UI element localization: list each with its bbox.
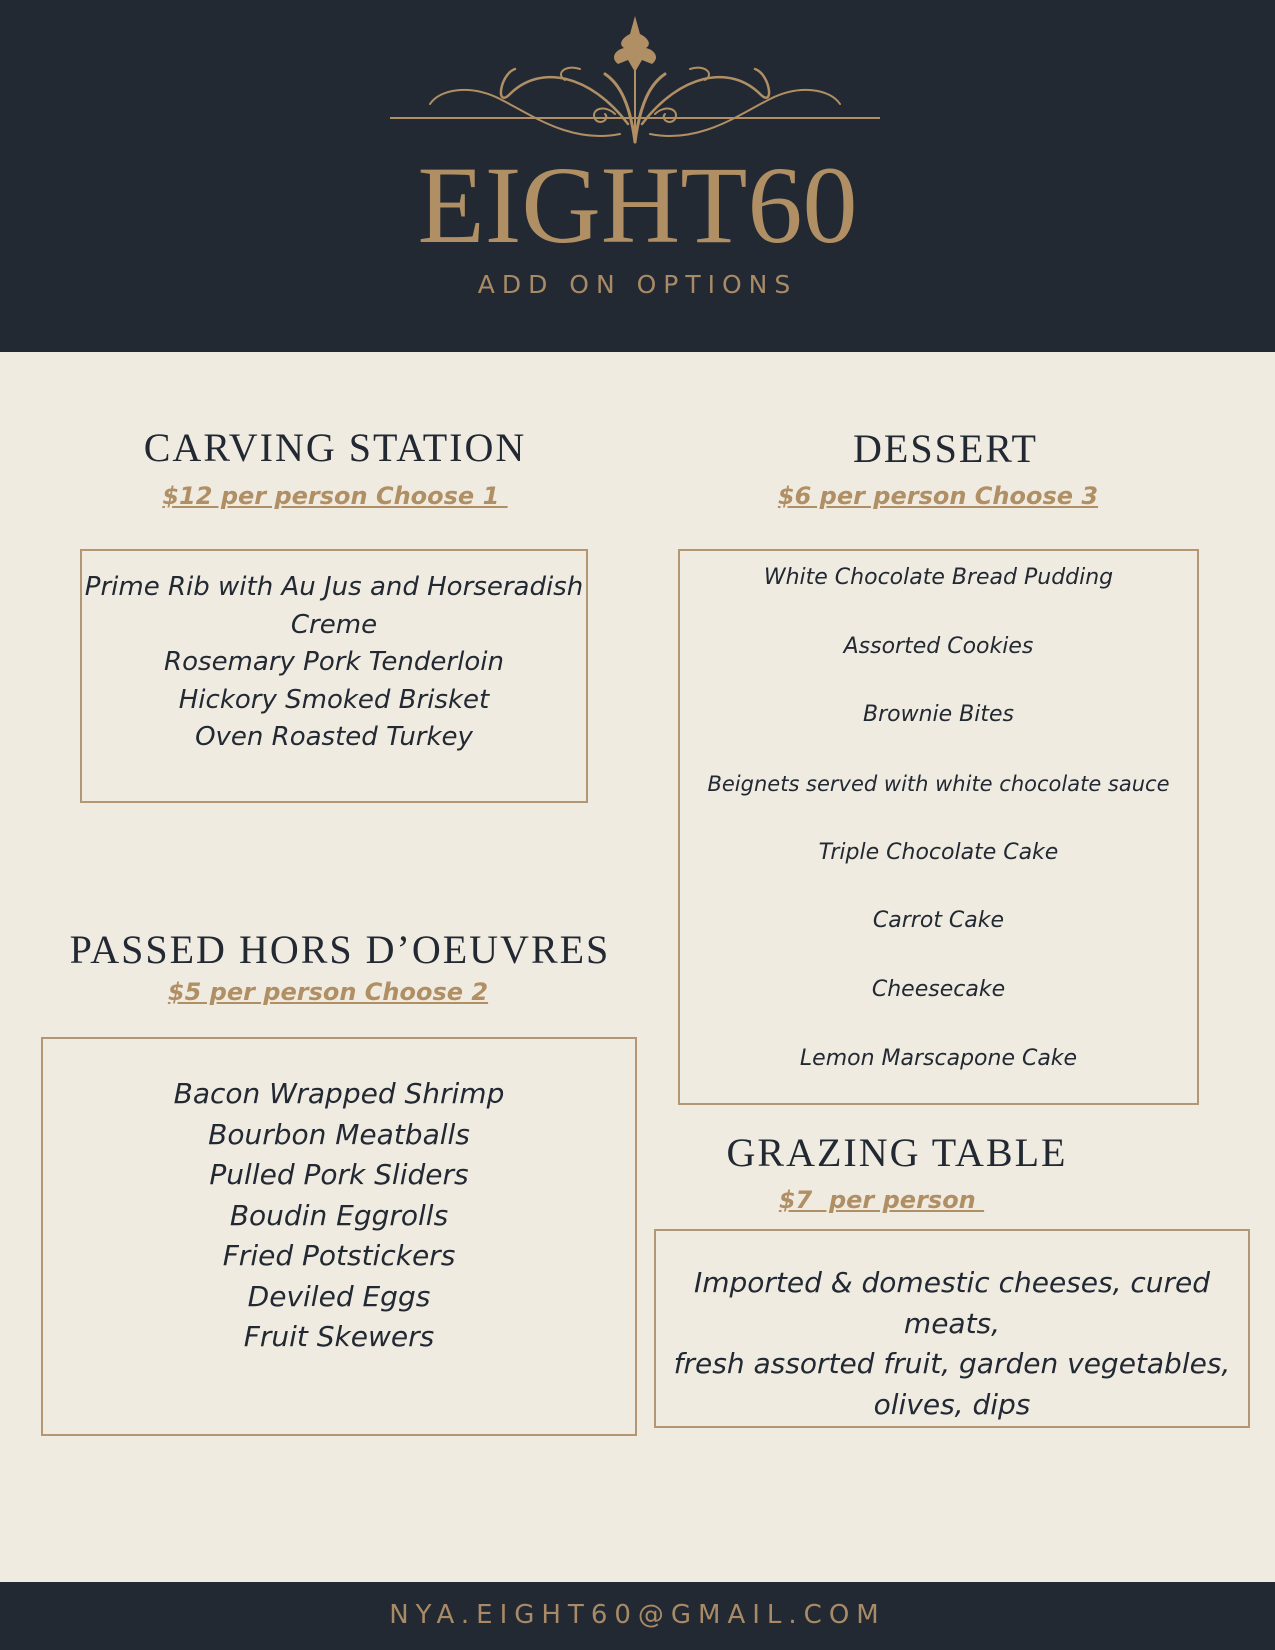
list-item: Bourbon Meatballs [208,1117,470,1151]
grazing-table-price: $7 per person [778,1186,985,1214]
list-item: Oven Roasted Turkey [195,722,473,752]
hors-doeuvres-box [41,1037,637,1436]
list-item: Fried Potstickers [222,1239,456,1272]
page-subtitle: ADD ON OPTIONS [477,270,798,299]
contact-email[interactable]: NYA.EIGHT60@GMAIL.COM [389,1600,886,1630]
dessert-title: DESSERT [853,426,1038,471]
footer-banner [0,1582,1275,1650]
list-item: fresh assorted fruit, garden vegetables, [673,1347,1231,1380]
list-item: Carrot Cake [872,908,1005,934]
list-item: Lemon Marscapone Cake [799,1045,1078,1071]
list-item: Beignets served with white chocolate sauce [707,772,1170,797]
hors-doeuvres-price: $5 per person Choose 2 [167,978,489,1006]
list-item: Fruit Skewers [243,1320,435,1353]
carving-station-price: $12 per person Choose 1 [162,482,508,510]
list-item: olives, dips [873,1387,1031,1421]
list-item: Triple Chocolate Cake [818,839,1059,865]
grazing-table-title: GRAZING TABLE [726,1130,1068,1175]
list-item: Prime Rib with Au Jus and Horseradish [84,572,584,602]
list-item: Creme [290,609,378,640]
grazing-table-box [654,1229,1250,1428]
filigree-ornament-icon [390,14,880,154]
list-item: Cheesecake [871,977,1006,1003]
hors-doeuvres-title: PASSED HORS D’OEUVRES [69,927,611,972]
list-item: White Chocolate Bread Pudding [763,565,1114,590]
dessert-price: $6 per person Choose 3 [777,482,1099,510]
list-item: Pulled Pork Sliders [209,1158,469,1191]
carving-station-box [80,549,588,803]
list-item: Rosemary Pork Tenderloin [164,647,504,677]
list-item: Brownie Bites [862,702,1014,728]
brand-logo-text: EIGHT60 [417,144,858,266]
list-item: Assorted Cookies [843,633,1034,659]
dessert-box [678,549,1199,1105]
carving-station-title: CARVING STATION [143,425,527,470]
header-banner [0,0,1275,352]
list-item: Hickory Smoked Brisket [178,684,490,715]
list-item: Boudin Eggrolls [229,1198,449,1232]
list-item: Deviled Eggs [247,1279,431,1313]
list-item: Imported & domestic cheeses, cured meats, [693,1266,1211,1340]
list-item: Bacon Wrapped Shrimp [173,1077,505,1110]
